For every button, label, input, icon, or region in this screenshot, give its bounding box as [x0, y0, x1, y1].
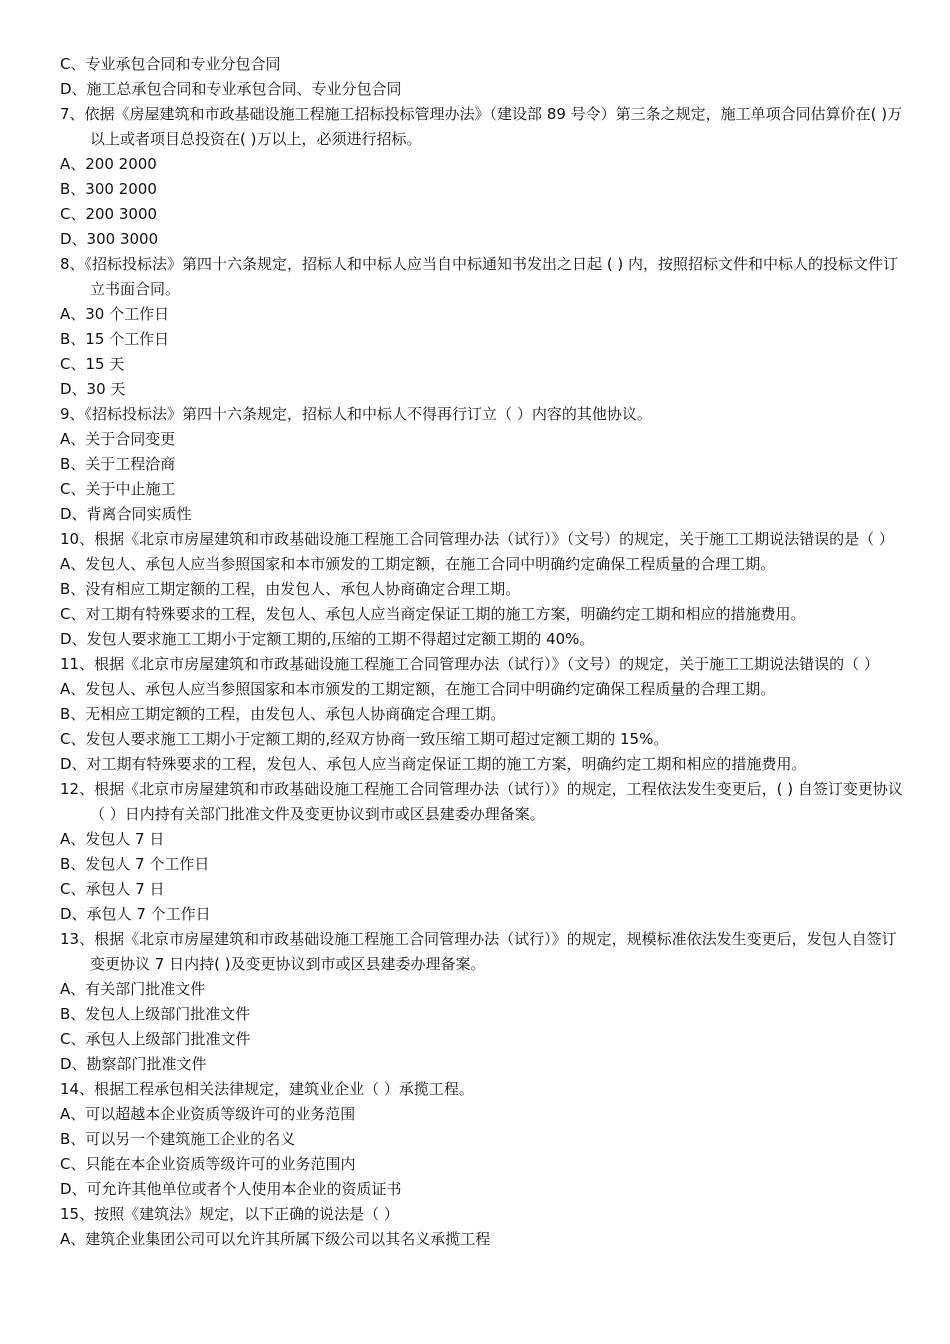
option-line: C、200 3000: [60, 205, 158, 223]
option-line: B、无相应工期定额的工程，由发包人、承包人协商确定合理工期。: [60, 705, 506, 723]
option-line: D、发包人要求施工工期小于定额工期的,压缩的工期不得超过定额工期的 40%。: [60, 630, 595, 648]
question-line: [60, 652, 910, 677]
option-line: D、可允许其他单位或者个人使用本企业的资质证书: [60, 1180, 402, 1198]
question-text: 13、根据《北京市房屋建筑和市政基础设施工程施工合同管理办法（试行）》的规定，规模标准依法发生变更后，发包人自签订变更协议 7 日内持( )及变更协议到市或区县建委办理备案。: [60, 930, 897, 973]
option-line: A、关于合同变更: [60, 430, 176, 448]
option-line: D、施工总承包合同和专业承包合同、专业分包合同: [60, 80, 402, 98]
option-line: B、发包人 7 个工作日: [60, 855, 210, 873]
option-line: A、发包人 7 日: [60, 830, 165, 848]
option-line: A、可以超越本企业资质等级许可的业务范围: [60, 1105, 356, 1123]
option-line: B、关于工程洽商: [60, 455, 176, 473]
question-line: [60, 1077, 910, 1102]
question-line: [60, 252, 910, 302]
option-line: C、关于中止施工: [60, 480, 176, 498]
option-line: C、承包人上级部门批准文件: [60, 1030, 251, 1048]
question-text: 7、依据《房屋建筑和市政基础设施工程施工招标投标管理办法》（建设部 89 号令）第三条之规定，施工单项合同估算价在( )万以上或者项目总投资在( )万以上，必须进行招标。: [60, 105, 903, 148]
question-line: [60, 527, 910, 552]
question-text: 10、根据《北京市房屋建筑和市政基础设施工程施工合同管理办法（试行）》（文号）的规定，关于施工工期说法错误的是（ ）: [60, 530, 894, 548]
question-line: [60, 402, 910, 427]
option-line: C、发包人要求施工工期小于定额工期的,经双方协商一致压缩工期可超过定额工期的 15%。: [60, 730, 669, 748]
option-line: C、只能在本企业资质等级许可的业务范围内: [60, 1155, 356, 1173]
option-line: C、承包人 7 日: [60, 880, 165, 898]
option-line: C、15 天: [60, 355, 125, 373]
option-line: D、300 3000: [60, 230, 159, 248]
question-text: 15、按照《建筑法》规定，以下正确的说法是（ ）: [60, 1205, 399, 1223]
option-line: B、300 2000: [60, 180, 157, 198]
question-text: 11、根据《北京市房屋建筑和市政基础设施工程施工合同管理办法（试行）》（文号）的规定，关于施工工期说法错误的（ ）: [60, 655, 879, 673]
option-line: A、建筑企业集团公司可以允许其所属下级公司以其名义承揽工程: [60, 1230, 491, 1248]
option-line: D、勘察部门批准文件: [60, 1055, 207, 1073]
option-line: A、发包人、承包人应当参照国家和本市颁发的工期定额，在施工合同中明确约定确保工程质量的合理工期。: [60, 555, 776, 573]
document-body: [60, 52, 910, 1252]
option-line: D、对工期有特殊要求的工程，发包人、承包人应当商定保证工期的施工方案，明确约定工期和相应的措施费用。: [60, 755, 807, 773]
option-line: A、200 2000: [60, 155, 157, 173]
option-line: D、背离合同实质性: [60, 505, 192, 523]
option-line: A、30 个工作日: [60, 305, 170, 323]
question-text: 14、根据工程承包相关法律规定，建筑业企业（ ）承揽工程。: [60, 1080, 474, 1098]
question-text: 8、《招标投标法》第四十六条规定，招标人和中标人应当自中标通知书发出之日起 ( ) 内，按照招标文件和中标人的投标文件订立书面合同。: [60, 255, 899, 298]
option-line: D、30 天: [60, 380, 126, 398]
option-line: D、承包人 7 个工作日: [60, 905, 211, 923]
question-line: [60, 927, 910, 977]
option-line: B、可以另一个建筑施工企业的名义: [60, 1130, 296, 1148]
question-text: 12、根据《北京市房屋建筑和市政基础设施工程施工合同管理办法（试行）》的规定，工程依法发生变更后，( ) 自签订变更协议（ ）日内持有关部门批准文件及变更协议到市或区县建委办理备案。: [60, 780, 903, 823]
option-line: B、15 个工作日: [60, 330, 170, 348]
question-text: 9、《招标投标法》第四十六条规定，招标人和中标人不得再行订立（ ）内容的其他协议。: [60, 405, 652, 423]
option-line: B、发包人上级部门批准文件: [60, 1005, 251, 1023]
option-line: A、有关部门批准文件: [60, 980, 206, 998]
question-line: [60, 1202, 910, 1227]
question-line: [60, 102, 910, 152]
option-line: B、没有相应工期定额的工程，由发包人、承包人协商确定合理工期。: [60, 580, 521, 598]
option-line: C、对工期有特殊要求的工程，发包人、承包人应当商定保证工期的施工方案，明确约定工期和相应的措施费用。: [60, 605, 806, 623]
question-line: [60, 777, 910, 827]
option-line: A、发包人、承包人应当参照国家和本市颁发的工期定额，在施工合同中明确约定确保工程质量的合理工期。: [60, 680, 776, 698]
option-line: C、专业承包合同和专业分包合同: [60, 55, 281, 73]
